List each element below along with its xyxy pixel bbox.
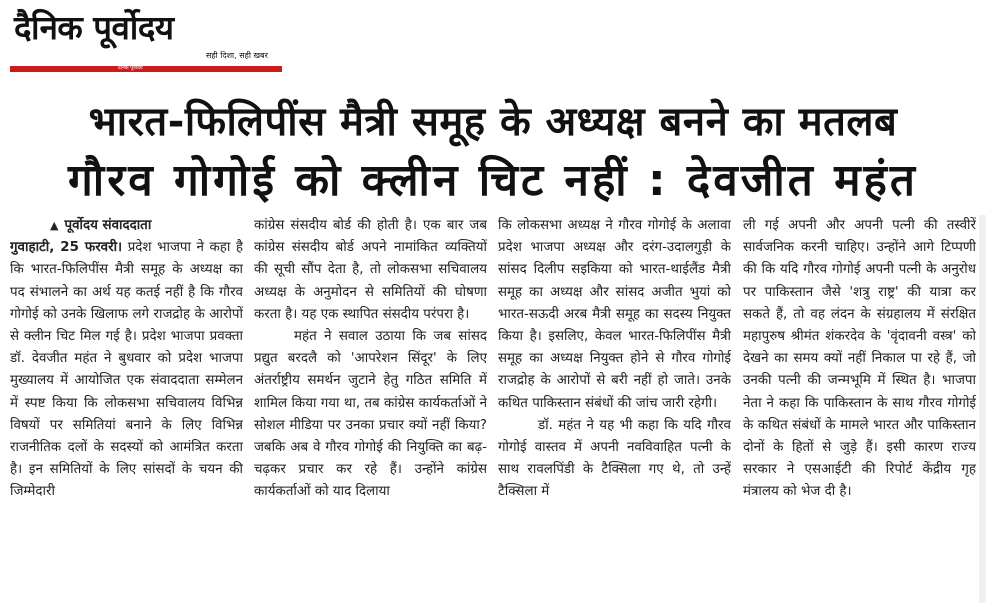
article-column-2 — [254, 215, 487, 603]
column-4-text: ली गई अपनी और अपनी पत्नी की तस्वीरें सार्वजनिक करनी चाहिए। उन्होंने आगे टिप्पणी की कि यदि गौरव गोगोई अपनी पत्नी के अनुरोध पर पाकिस्तान जैसे 'शत्रु राष्ट्र' की यात्रा कर सकते हैं, तो वह लंदन के संग्रहालय में संरक्षित महापुरुष श्रीमंत शंकरदेव के 'वृंदावनी वस्त्र' को देखने का समय क्यों नहीं निकाल पा रहे हैं, जो उनकी पत्नी की जन्मभूमि में स्थित है। भाजपा नेता ने कहा कि पाकिस्तान के साथ गौरव गोगोई के कथित संबंधों के मामले भारत और पाकिस्तान दोनों के हितों से जुड़े हैं। इसी कारण राज्य सरकार ने एसआईटी की रिपोर्ट केंद्रीय गृह मंत्रालय को भेज दी है। — [743, 218, 976, 500]
triangle-icon: ▲ — [50, 219, 59, 232]
column-3-paragraph-2: डॉ. महंत ने यह भी कहा कि यदि गौरव गोगोई वास्तव में अपनी नवविवाहित पत्नी के साथ रावलपिंडी के टैक्सिला गए थे, तो उन्हें टैक्सिला में — [498, 417, 731, 500]
newspaper-logo: दैनिक पूर्वोदय — [14, 8, 174, 47]
article-column-3 — [498, 215, 731, 603]
masthead-red-rule — [10, 66, 282, 72]
headline-line-1: भारत-फिलिपींस मैत्री समूह के अध्यक्ष बनने का मतलब — [88, 99, 898, 145]
byline-text: पूर्वोदय संवाददाता — [64, 218, 152, 233]
headline-line-2: गौरव गोगोई को क्लीन चिट नहीं : देवजीत महंत — [68, 155, 918, 206]
scrollbar[interactable] — [979, 215, 986, 603]
column-2-paragraph-1: कांग्रेस संसदीय बोर्ड की होती है। एक बार जब कांग्रेस संसदीय बोर्ड अपने नामांकित व्यक्तियों की सूची सौंप देता है, तो लोकसभा सचिवालय अध्यक्ष के अनुमोदन से समितियों की घोषणा करता है। यह एक स्थापित संसदीय परंपरा है। — [254, 218, 487, 322]
masthead — [10, 4, 290, 76]
masthead-tagline: सही दिशा, सही खबर — [206, 51, 268, 60]
dateline: गुवाहाटी, 25 फरवरी। — [10, 240, 123, 256]
column-3-paragraph-1: कि लोकसभा अध्यक्ष ने गौरव गोगोई के अलावा प्रदेश भाजपा अध्यक्ष और दरंग-उदालगुड़ी के सांसद दिलीप सइकिया को भारत-थाईलैंड मैत्री समूह का अध्यक्ष और सांसद अजीत भुयां को भारत-सऊदी अरब मैत्री समूह का सदस्य नियुक्त किया है। इसलिए, केवल भारत-फिलिपींस मैत्री समूह का अध्यक्ष नियुक्त होने से गौरव गोगोई राजद्रोह के आरोपों से बरी नहीं हो जाते। उनके कथित पाकिस्तान संबंधों की जांच जारी रहेगी। — [498, 218, 731, 411]
byline — [10, 215, 243, 237]
article-column-1 — [10, 215, 243, 603]
article-column-4 — [743, 215, 976, 603]
column-2-paragraph-2: महंत ने सवाल उठाया कि जब सांसद प्रद्युत बरदलै को 'आपरेशन सिंदूर' के लिए अंतर्राष्ट्रीय समर्थन जुटाने हेतु गठित समिति में शामिल किया गया था, तब कांग्रेस कार्यकर्ताओं ने सोशल मीडिया पर उनका प्रचार क्यों नहीं किया? जबकि अब वे गौरव गोगोई की नियुक्ति का बढ़-चढ़कर प्रचार कर रहे हैं। उन्होंने कांग्रेस कार्यकर्ताओं को याद दिलाया — [254, 329, 487, 500]
column-1-text: प्रदेश भाजपा ने कहा है कि भारत-फिलिपींस मैत्री समूह के अध्यक्ष का पद संभालने का अर्थ यह कतई नहीं है कि गौरव गोगोई को उनके खिलाफ लगे राजद्रोह के आरोपों से क्लीन चिट मिल गई है। प्रदेश भाजपा प्रवक्ता डॉ. देवजीत महंत ने बुधवार को प्रदेश भाजपा मुख्यालय में आयोजित एक संवाददाता सम्मेलन में स्पष्ट किया कि लोकसभा सचिवालय विभिन्न विषयों पर समितियां बनाने के लिए विभिन्न राजनीतिक दलों के सदस्यों को आमंत्रित करता है। इन समितियों के लिए सांसदों के चयन की जिम्मेदारी — [10, 240, 243, 500]
red-rule-text: दैनिक पूर्वोदय — [118, 65, 143, 71]
